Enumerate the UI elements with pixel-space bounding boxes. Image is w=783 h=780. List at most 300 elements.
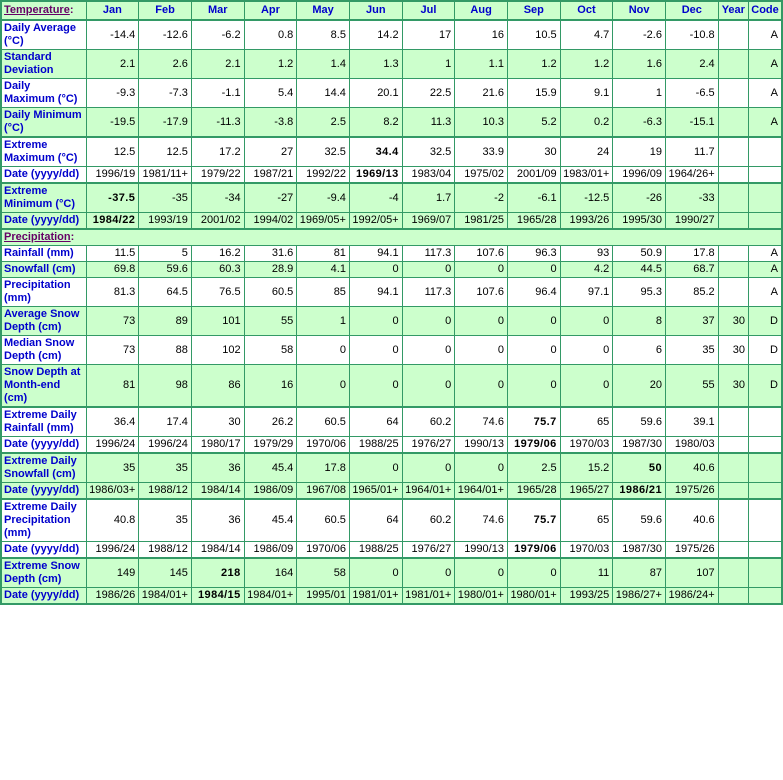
value-cell: 1970/06: [297, 542, 350, 559]
value-cell: 9.1: [560, 79, 613, 108]
month-header-oct: Oct: [560, 1, 613, 20]
value-cell: 164: [244, 558, 297, 588]
month-header-feb: Feb: [139, 1, 192, 20]
value-cell: 1988/12: [139, 483, 192, 500]
code-cell: [749, 167, 782, 184]
value-cell: 17: [402, 20, 455, 50]
value-cell: 45.4: [244, 499, 297, 542]
value-cell: 1: [297, 307, 350, 336]
value-cell: 0: [507, 336, 560, 365]
value-cell: 1965/28: [507, 483, 560, 500]
table-row: [1, 278, 782, 307]
value-cell: 35: [665, 336, 718, 365]
year-cell: [718, 137, 748, 167]
value-cell: 1986/24+: [665, 588, 718, 605]
value-cell: 94.1: [349, 246, 402, 262]
value-cell: 0: [349, 365, 402, 408]
value-cell: 1: [613, 79, 666, 108]
value-cell: 28.9: [244, 262, 297, 278]
temperature-section-link-colon: :: [69, 4, 74, 16]
year-cell: [718, 20, 748, 50]
value-cell: 30: [507, 137, 560, 167]
value-cell: 1984/01+: [244, 588, 297, 605]
value-cell: 6: [613, 336, 666, 365]
value-cell: 1980/01+: [507, 588, 560, 605]
value-cell: 1996/09: [613, 167, 666, 184]
value-cell: 1981/25: [455, 213, 508, 230]
code-header: Code: [749, 1, 782, 20]
value-cell: 1980/03: [665, 437, 718, 454]
row-label: Daily Average (°C): [1, 20, 86, 50]
row-label: Extreme Daily Rainfall (mm): [1, 407, 86, 437]
year-cell: [718, 262, 748, 278]
precipitation-section-link-colon: :: [70, 231, 75, 243]
value-cell: 1975/26: [665, 542, 718, 559]
year-cell: [718, 558, 748, 588]
month-header-nov: Nov: [613, 1, 666, 20]
code-cell: [749, 483, 782, 500]
value-cell: 1992/05+: [349, 213, 402, 230]
value-cell: 117.3: [402, 246, 455, 262]
value-cell: 1984/14: [191, 483, 244, 500]
value-cell: 2001/09: [507, 167, 560, 184]
value-cell: 60.5: [297, 407, 350, 437]
row-label: Precipitation (mm): [1, 278, 86, 307]
table-row: [1, 246, 782, 262]
row-label: Snow Depth at Month-end (cm): [1, 365, 86, 408]
row-label: Snowfall (cm): [1, 262, 86, 278]
value-cell: 81: [297, 246, 350, 262]
value-cell: 8.5: [297, 20, 350, 50]
value-cell: 1986/27+: [613, 588, 666, 605]
value-cell: 1970/03: [560, 542, 613, 559]
value-cell: 1979/29: [244, 437, 297, 454]
code-cell: [749, 453, 782, 483]
value-cell: 1964/01+: [455, 483, 508, 500]
value-cell: 218: [191, 558, 244, 588]
value-cell: 1996/24: [86, 542, 139, 559]
value-cell: 1975/26: [665, 483, 718, 500]
value-cell: 40.6: [665, 499, 718, 542]
table-row: [1, 183, 782, 213]
value-cell: 1967/08: [297, 483, 350, 500]
value-cell: 58: [297, 558, 350, 588]
row-label: Extreme Maximum (°C): [1, 137, 86, 167]
value-cell: 8: [613, 307, 666, 336]
value-cell: 1981/01+: [349, 588, 402, 605]
value-cell: 11: [560, 558, 613, 588]
row-label: Date (yyyy/dd): [1, 588, 86, 605]
value-cell: 40.8: [86, 499, 139, 542]
value-cell: 1984/15: [191, 588, 244, 605]
value-cell: 32.5: [402, 137, 455, 167]
value-cell: 1988/25: [349, 437, 402, 454]
value-cell: 19: [613, 137, 666, 167]
table-row: [1, 558, 782, 588]
value-cell: 15.9: [507, 79, 560, 108]
value-cell: 10.5: [507, 20, 560, 50]
value-cell: 1976/27: [402, 437, 455, 454]
value-cell: 4.7: [560, 20, 613, 50]
value-cell: 59.6: [613, 499, 666, 542]
header-row: [1, 1, 782, 20]
value-cell: 88: [139, 336, 192, 365]
value-cell: 2.5: [507, 453, 560, 483]
value-cell: 68.7: [665, 262, 718, 278]
value-cell: 36: [191, 499, 244, 542]
value-cell: 1969/07: [402, 213, 455, 230]
value-cell: -4: [349, 183, 402, 213]
table-row: [1, 588, 782, 605]
table-body: [1, 20, 782, 604]
row-label: Rainfall (mm): [1, 246, 86, 262]
value-cell: -2.6: [613, 20, 666, 50]
value-cell: -2: [455, 183, 508, 213]
value-cell: 1988/12: [139, 542, 192, 559]
value-cell: 1981/11+: [139, 167, 192, 184]
value-cell: 0: [560, 307, 613, 336]
value-cell: 75.7: [507, 407, 560, 437]
value-cell: 45.4: [244, 453, 297, 483]
value-cell: 5.2: [507, 108, 560, 138]
value-cell: 0: [349, 558, 402, 588]
table-row: [1, 365, 782, 408]
value-cell: 0: [297, 336, 350, 365]
value-cell: -14.4: [86, 20, 139, 50]
value-cell: 17.8: [297, 453, 350, 483]
value-cell: 1.2: [560, 50, 613, 79]
value-cell: 0: [455, 453, 508, 483]
value-cell: 73: [86, 307, 139, 336]
value-cell: 35: [139, 453, 192, 483]
value-cell: 34.4: [349, 137, 402, 167]
value-cell: 1965/28: [507, 213, 560, 230]
value-cell: 60.3: [191, 262, 244, 278]
value-cell: -7.3: [139, 79, 192, 108]
value-cell: 16: [244, 365, 297, 408]
value-cell: 0: [507, 365, 560, 408]
value-cell: 1984/01+: [139, 588, 192, 605]
temperature-section-cell: [1, 1, 86, 20]
year-cell: [718, 79, 748, 108]
code-cell: [749, 499, 782, 542]
value-cell: 36: [191, 453, 244, 483]
value-cell: -26: [613, 183, 666, 213]
value-cell: 76.5: [191, 278, 244, 307]
value-cell: 58: [244, 336, 297, 365]
year-cell: [718, 50, 748, 79]
table-row: [1, 108, 782, 138]
precipitation-section-link[interactable]: Precipitation: [4, 231, 71, 243]
value-cell: 24: [560, 137, 613, 167]
value-cell: 16: [455, 20, 508, 50]
table-row: [1, 437, 782, 454]
value-cell: 1986/21: [613, 483, 666, 500]
value-cell: -6.1: [507, 183, 560, 213]
row-label: Extreme Minimum (°C): [1, 183, 86, 213]
value-cell: 81: [86, 365, 139, 408]
row-label: Median Snow Depth (cm): [1, 336, 86, 365]
value-cell: 74.6: [455, 499, 508, 542]
value-cell: 1969/05+: [297, 213, 350, 230]
code-cell: A: [749, 79, 782, 108]
value-cell: 4.2: [560, 262, 613, 278]
value-cell: 1988/25: [349, 542, 402, 559]
value-cell: 0: [455, 262, 508, 278]
code-cell: A: [749, 246, 782, 262]
value-cell: 1: [402, 50, 455, 79]
year-header: Year: [718, 1, 748, 20]
table-row: [1, 542, 782, 559]
table-row: [1, 50, 782, 79]
value-cell: 1984/22: [86, 213, 139, 230]
row-label: Date (yyyy/dd): [1, 213, 86, 230]
value-cell: -10.8: [665, 20, 718, 50]
value-cell: 2.1: [191, 50, 244, 79]
year-cell: [718, 167, 748, 184]
code-cell: [749, 407, 782, 437]
year-cell: [718, 588, 748, 605]
month-header-may: May: [297, 1, 350, 20]
value-cell: 1.4: [297, 50, 350, 79]
row-label: Daily Maximum (°C): [1, 79, 86, 108]
value-cell: 0: [402, 307, 455, 336]
value-cell: -33: [665, 183, 718, 213]
value-cell: 1983/01+: [560, 167, 613, 184]
year-cell: [718, 453, 748, 483]
value-cell: 145: [139, 558, 192, 588]
value-cell: -6.5: [665, 79, 718, 108]
year-cell: [718, 278, 748, 307]
value-cell: -15.1: [665, 108, 718, 138]
value-cell: 102: [191, 336, 244, 365]
value-cell: 1970/06: [297, 437, 350, 454]
year-cell: [718, 542, 748, 559]
value-cell: 98: [139, 365, 192, 408]
value-cell: -37.5: [86, 183, 139, 213]
value-cell: 14.4: [297, 79, 350, 108]
row-label: Extreme Daily Precipitation (mm): [1, 499, 86, 542]
value-cell: 1965/01+: [349, 483, 402, 500]
value-cell: 107.6: [455, 278, 508, 307]
value-cell: 12.5: [86, 137, 139, 167]
row-label: Date (yyyy/dd): [1, 437, 86, 454]
value-cell: 75.7: [507, 499, 560, 542]
value-cell: 1975/02: [455, 167, 508, 184]
year-cell: 30: [718, 336, 748, 365]
value-cell: 0: [560, 365, 613, 408]
value-cell: 86: [191, 365, 244, 408]
value-cell: 87: [613, 558, 666, 588]
month-header-jul: Jul: [402, 1, 455, 20]
value-cell: -34: [191, 183, 244, 213]
value-cell: 73: [86, 336, 139, 365]
value-cell: 1996/24: [139, 437, 192, 454]
value-cell: 97.1: [560, 278, 613, 307]
value-cell: 1994/02: [244, 213, 297, 230]
table-row: [1, 483, 782, 500]
value-cell: 0: [507, 558, 560, 588]
value-cell: 1987/21: [244, 167, 297, 184]
value-cell: -6.2: [191, 20, 244, 50]
value-cell: 21.6: [455, 79, 508, 108]
value-cell: 1990/13: [455, 542, 508, 559]
value-cell: 1993/25: [560, 588, 613, 605]
value-cell: -12.5: [560, 183, 613, 213]
year-cell: [718, 213, 748, 230]
month-header-apr: Apr: [244, 1, 297, 20]
table-row: [1, 336, 782, 365]
year-cell: [718, 483, 748, 500]
month-header-dec: Dec: [665, 1, 718, 20]
value-cell: 0: [455, 365, 508, 408]
month-header-jan: Jan: [86, 1, 139, 20]
value-cell: 1996/24: [86, 437, 139, 454]
value-cell: 1993/26: [560, 213, 613, 230]
code-cell: [749, 137, 782, 167]
value-cell: 1986/09: [244, 483, 297, 500]
value-cell: 69.8: [86, 262, 139, 278]
value-cell: 32.5: [297, 137, 350, 167]
code-cell: A: [749, 20, 782, 50]
value-cell: 33.9: [455, 137, 508, 167]
value-cell: 20: [613, 365, 666, 408]
table-row: [1, 167, 782, 184]
code-cell: [749, 213, 782, 230]
value-cell: -6.3: [613, 108, 666, 138]
value-cell: 30: [191, 407, 244, 437]
value-cell: 36.4: [86, 407, 139, 437]
value-cell: 10.3: [455, 108, 508, 138]
value-cell: -35: [139, 183, 192, 213]
code-cell: A: [749, 50, 782, 79]
value-cell: 0: [402, 262, 455, 278]
table-row: [1, 307, 782, 336]
table-row: [1, 262, 782, 278]
code-cell: D: [749, 336, 782, 365]
value-cell: 0: [402, 365, 455, 408]
value-cell: 1976/27: [402, 542, 455, 559]
value-cell: 0: [402, 558, 455, 588]
table-row: [1, 213, 782, 230]
year-cell: [718, 246, 748, 262]
value-cell: -19.5: [86, 108, 139, 138]
value-cell: 85.2: [665, 278, 718, 307]
value-cell: 0: [455, 558, 508, 588]
value-cell: 1992/22: [297, 167, 350, 184]
value-cell: 4.1: [297, 262, 350, 278]
value-cell: 20.1: [349, 79, 402, 108]
value-cell: 93: [560, 246, 613, 262]
value-cell: 96.3: [507, 246, 560, 262]
value-cell: 1987/30: [613, 542, 666, 559]
temperature-section-link[interactable]: Temperature: [4, 4, 70, 16]
value-cell: 1969/13: [349, 167, 402, 184]
value-cell: 1.1: [455, 50, 508, 79]
month-header-sep: Sep: [507, 1, 560, 20]
value-cell: 35: [86, 453, 139, 483]
value-cell: 101: [191, 307, 244, 336]
value-cell: 59.6: [139, 262, 192, 278]
value-cell: 39.1: [665, 407, 718, 437]
value-cell: 1980/01+: [455, 588, 508, 605]
value-cell: 22.5: [402, 79, 455, 108]
value-cell: 65: [560, 499, 613, 542]
value-cell: 1970/03: [560, 437, 613, 454]
value-cell: 74.6: [455, 407, 508, 437]
section-row: [1, 229, 782, 246]
value-cell: 0: [349, 336, 402, 365]
value-cell: 17.8: [665, 246, 718, 262]
value-cell: 1979/06: [507, 542, 560, 559]
value-cell: 89: [139, 307, 192, 336]
code-cell: A: [749, 262, 782, 278]
value-cell: 60.5: [297, 499, 350, 542]
value-cell: 1995/30: [613, 213, 666, 230]
value-cell: 1.3: [349, 50, 402, 79]
row-label: Extreme Daily Snowfall (cm): [1, 453, 86, 483]
row-label: Extreme Snow Depth (cm): [1, 558, 86, 588]
value-cell: 12.5: [139, 137, 192, 167]
year-cell: [718, 183, 748, 213]
table-row: [1, 137, 782, 167]
value-cell: 1984/14: [191, 542, 244, 559]
value-cell: -27: [244, 183, 297, 213]
code-cell: D: [749, 365, 782, 408]
value-cell: -9.4: [297, 183, 350, 213]
value-cell: 0: [507, 307, 560, 336]
value-cell: 1.6: [613, 50, 666, 79]
value-cell: 94.1: [349, 278, 402, 307]
value-cell: 1.2: [244, 50, 297, 79]
value-cell: 85: [297, 278, 350, 307]
row-label: Date (yyyy/dd): [1, 167, 86, 184]
value-cell: 0: [349, 262, 402, 278]
year-cell: 30: [718, 365, 748, 408]
value-cell: 0: [455, 307, 508, 336]
value-cell: 5: [139, 246, 192, 262]
value-cell: 1.2: [507, 50, 560, 79]
value-cell: 1983/04: [402, 167, 455, 184]
month-header-mar: Mar: [191, 1, 244, 20]
value-cell: 0.8: [244, 20, 297, 50]
value-cell: 64: [349, 499, 402, 542]
value-cell: 0: [455, 336, 508, 365]
value-cell: 17.2: [191, 137, 244, 167]
value-cell: 1995/01: [297, 588, 350, 605]
value-cell: 5.4: [244, 79, 297, 108]
row-label: Daily Minimum (°C): [1, 108, 86, 138]
value-cell: 1979/22: [191, 167, 244, 184]
value-cell: 1987/30: [613, 437, 666, 454]
value-cell: 44.5: [613, 262, 666, 278]
value-cell: 1964/01+: [402, 483, 455, 500]
value-cell: 40.6: [665, 453, 718, 483]
code-cell: [749, 437, 782, 454]
row-label: Date (yyyy/dd): [1, 483, 86, 500]
value-cell: 27: [244, 137, 297, 167]
value-cell: 11.3: [402, 108, 455, 138]
value-cell: 95.3: [613, 278, 666, 307]
value-cell: 2.4: [665, 50, 718, 79]
value-cell: 0: [297, 365, 350, 408]
value-cell: 26.2: [244, 407, 297, 437]
value-cell: 31.6: [244, 246, 297, 262]
year-cell: [718, 108, 748, 138]
value-cell: 65: [560, 407, 613, 437]
value-cell: 117.3: [402, 278, 455, 307]
value-cell: 16.2: [191, 246, 244, 262]
